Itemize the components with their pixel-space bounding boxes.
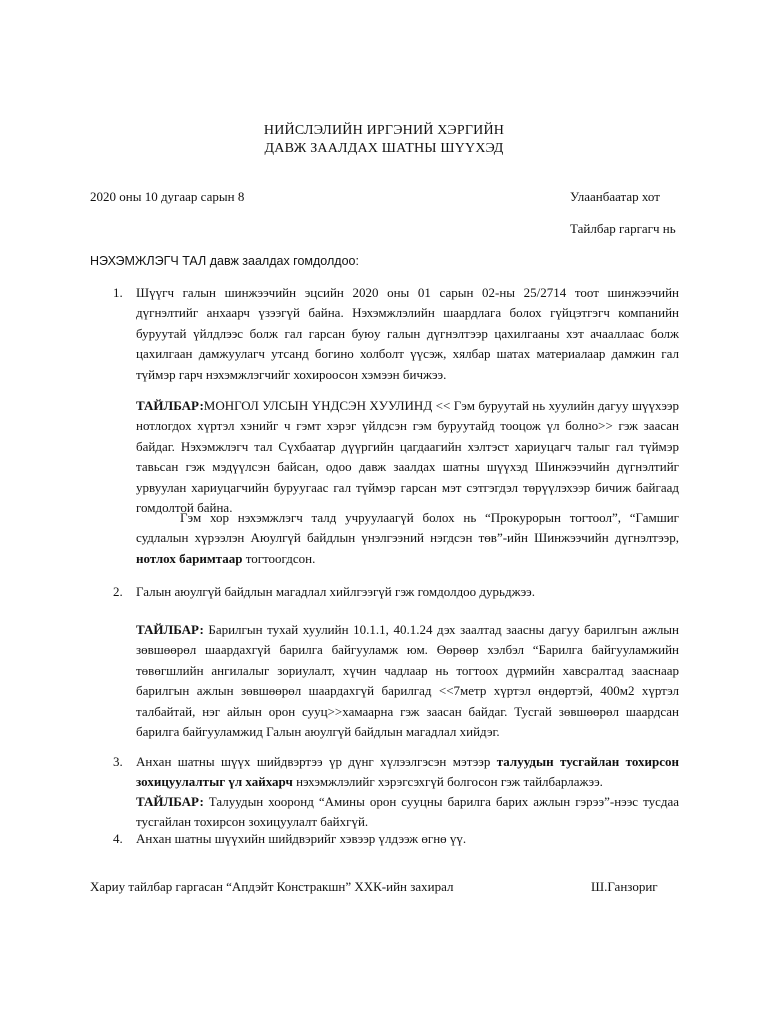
item-1-note-text: МОНГОЛ УЛСЫН ҮНДСЭН ХУУЛИНД << Гэм буруутай нь хуулийн дагуу шүүхээр нотлогдох хүртэл хэнийг ч гэмт хэрэг үйлдсэн гэм буруутайд тооцож үл болно>> гэж заасан байдаг. Нэхэмжлэгч тал Сүхбаатар дүүргийн цагдаагийн хэлтэст хариуцагч талыг гал түймэр тавьсан гэж мэдүүлсэн байсан, одоо давж заалдах шатны шүүхэд Шинжээчийн дүгнэлтийг урвуулан хариуцагчийн буруугаас гал түймэр гарсан мэт сэтгэгдэл төрүүлэхээр бичиж байгаад гомдолтой байна. [136,398,679,516]
signatory-name: Ш.Ганзориг [591,879,658,894]
signatory-line: Хариу тайлбар гаргасан “Апдэйт Констракшн” ХХК-ийн захирал [90,879,454,894]
item-1-note-2-bold: нотлох баримтаар [136,550,243,566]
item-3-note-text: Талуудын хооронд “Амины орон сууцны барилга барих ажлын гэрээ”-нээс тусдаа тусгайлан тохирсон зохицуулалт байхгүй. [136,794,680,830]
item-1-note [136,396,679,518]
item-number-4: 4. [113,831,123,846]
item-1-note-label: ТАЙЛБАР: [136,398,204,413]
document-city: Улаанбаатар хот [570,189,660,204]
item-3-text-b: нэхэмжлэлийг хэрэгсэхгүй болгосон гэж тайлбарлажээ. [296,774,603,790]
item-number-3: 3. [113,754,123,769]
item-1-note-2-text-b: тогтоогдсон. [245,550,316,566]
item-2-text: Галын аюулгүй байдлын магадлал хийлгээгүй гэж гомдолдоо дурьджээ. [136,584,535,599]
document-date: 2020 оны 10 дугаар сарын 8 [90,189,245,204]
document-title-line-2: ДАВЖ ЗААЛДАХ ШАТНЫ ШҮҮХЭД [264,141,504,156]
item-1-text: Шүүгч галын шинжээчийн эцсийн 2020 оны 01 сарын 02-ны 25/2714 тоот шинжээчийн дүгнэлтийг анхаарч үзээгүй байна. Нэхэмжлэлийн шаардлага болох гүйцэтгэгч компанийн буруутай үйлдлээс болж гал гарсан буюу галын дүгнэлтээр цахилгааны хэт ачааллаас болж цахилгаан дамжуулагч утсанд богино холболт үүсэж, хялбар шатах материалаар дамжин гал түймэр гарч нэхэмжлэгчийг хохироосон хэмээн бичжээ. [136,285,679,382]
item-3-text-bold: талуудын тусгайлан тохирсон зохицуулалтыг үл хайхарч [136,754,679,790]
item-2-note [136,620,679,742]
item-4-text: Анхан шатны шүүхийн шийдвэрийг хэвээр үлдээж өгнө үү. [136,831,467,846]
item-1-note-2-text-a: Гэм хор нэхэмжлэгч талд учруулаагүй болох нь “Прокурорын тогтоол”, “Гамшиг судлалын хүрээлэн Аюулгүй байдлын үнэлгээний нэгдсэн төв”-ийн Шинжээчийн дүгнэлтээр, [136,510,679,546]
item-number-2: 2. [113,584,123,599]
item-number-1: 1. [113,285,123,300]
item-3-text [136,752,679,793]
item-3-note [136,792,679,833]
item-1-note-2 [136,508,679,569]
item-2-note-text: Барилгын тухай хуулийн 10.1.1, 40.1.24 дэх заалтад заасны дагуу барилгын ажлын зөвшөөрөл шаардахгүй барилга байгууламж юм. Өөрөөр хэлбэл “Барилга байгууламжийн төвөгшлийн ангилалыг зориулалт, хүчин чадлаар нь тогтоох дүрмийн хавсралтад зааснаар барилгын ажлын зөвшөөрөл шаардахгүй барилгад <<7метр хүртэл өндөртэй, 400м2 хүртэл талбайтай, нэг айлын орон сууц>>хамаарна гэж заасан байдаг. Тусгай зөвшөөрөл шаардсан барилга байгууламжид Галын аюулгүй байдлын магадлал хийдэг. [136,622,679,740]
document-type: Тайлбар гаргагч нь [570,221,676,236]
item-3-text-a: Анхан шатны шүүх шийдвэртээ үр дүнг хүлээлгэсэн мэтээр [136,754,491,769]
intro-line: НЭХЭМЖЛЭГЧ ТАЛ давж заалдах гомдолдоо: [90,254,359,268]
item-3-note-label: ТАЙЛБАР: [136,794,204,809]
document-title-line-1: НИЙСЛЭЛИЙН ИРГЭНИЙ ХЭРГИЙН [263,123,505,138]
item-2-note-label: ТАЙЛБАР: [136,622,204,637]
